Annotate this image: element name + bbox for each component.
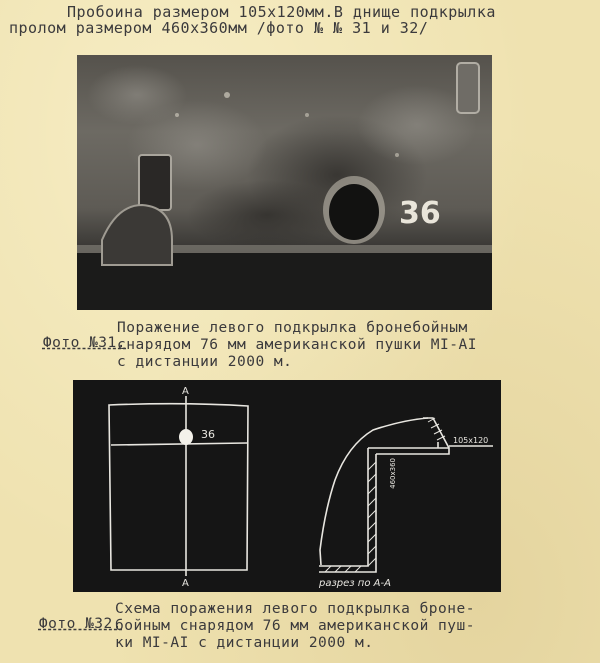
schema-hole-number: 36 xyxy=(201,428,215,441)
section-mark-bottom: А xyxy=(182,578,189,589)
photo-31-number: Фото №31. xyxy=(42,335,126,351)
caption-32-line-1: Схема поражения левого подкрылка броне- xyxy=(115,601,475,617)
header-line-2: пролом размером 460x360мм /фото № № 31 и 32/ xyxy=(9,19,429,37)
caption-31-line-3: с дистанции 2000 м. xyxy=(117,354,293,370)
schema-hole-marker xyxy=(179,429,193,445)
dimension-break: 460x360 xyxy=(389,458,397,489)
section-label: разрез по А-А xyxy=(319,578,391,589)
photo-32-number: Фото №32. xyxy=(38,616,122,632)
dimension-hole: 105x120 xyxy=(453,436,489,445)
caption-32-line-2: бойным снарядом 76 мм американской пуш- xyxy=(115,618,475,634)
caption-31-line-1: Поражение левого подкрылка бронебойным xyxy=(117,320,468,336)
damage-photo xyxy=(77,55,492,310)
photo-hole-number: 36 xyxy=(399,196,441,231)
damage-schema xyxy=(73,380,501,592)
caption-31-line-2: снарядом 76 мм американской пушки МI-АI xyxy=(117,337,477,353)
section-mark-top: А xyxy=(182,386,189,397)
schema-drawing xyxy=(73,380,501,592)
photo-31-label xyxy=(6,318,126,369)
caption-32-line-3: ки МI-АI с дистанции 2000 м. xyxy=(115,635,374,651)
armor-plate-image xyxy=(77,55,492,310)
photo-32-label xyxy=(2,599,122,650)
header-line-1: Пробоина размером 105x120мм.В днище подкрылка xyxy=(67,3,496,21)
